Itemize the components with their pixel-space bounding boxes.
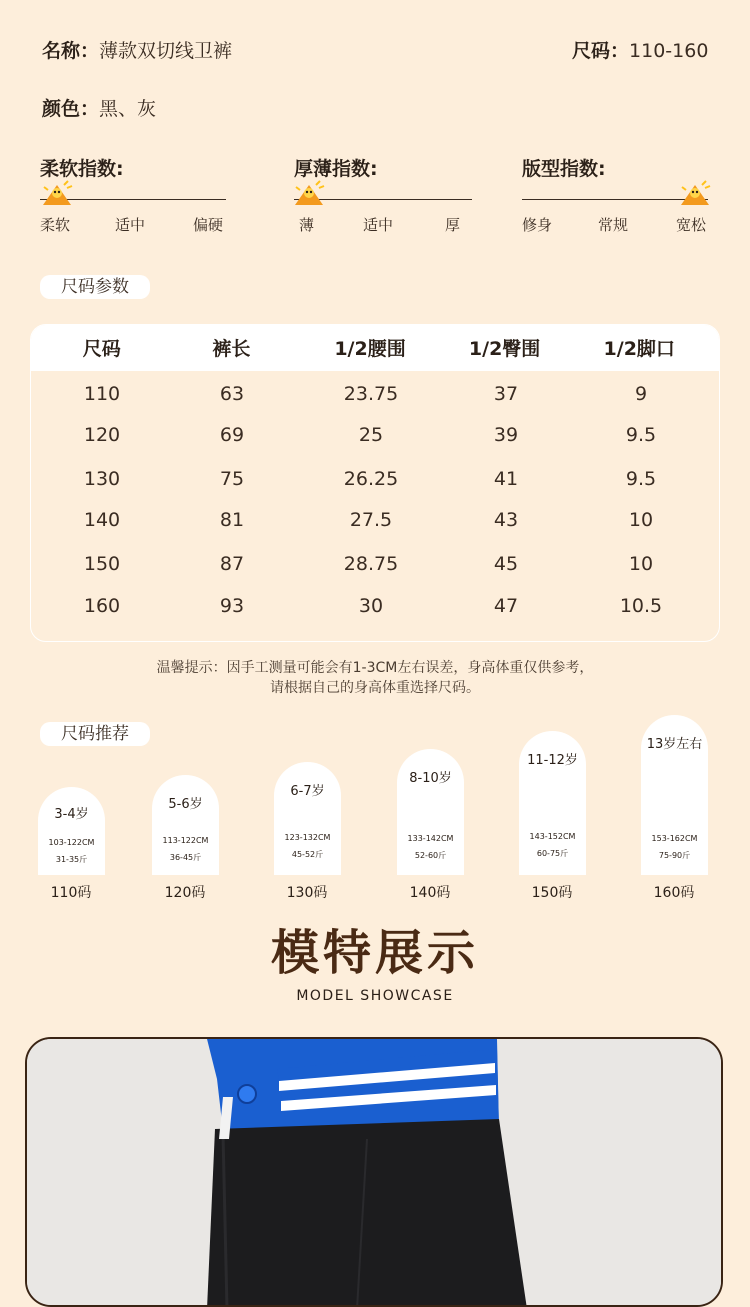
rating-title: 厚薄指数: (294, 158, 378, 180)
rating-label: 偏硬 (193, 216, 224, 234)
rating-label: 柔软 (40, 216, 71, 234)
size-value: 110-160 (629, 40, 709, 62)
table-cell: 10 (628, 509, 654, 531)
model-photo-illustration (27, 1039, 723, 1307)
size-table (30, 324, 720, 642)
rec-age: 3-4岁 (54, 807, 89, 822)
table-cell: 47 (493, 595, 519, 617)
color-label: 颜色： (42, 98, 100, 120)
rec-age: 13岁左右 (646, 737, 703, 752)
table-cell: 69 (219, 424, 245, 446)
table-cell: 23.75 (343, 383, 399, 405)
rec-age: 6-7岁 (290, 784, 325, 799)
rec-height: 153-162CM (651, 834, 698, 843)
rating-label: 修身 (522, 216, 553, 234)
size-rec-card (152, 775, 219, 875)
rating-label: 适中 (115, 216, 146, 234)
size-rec-card (274, 762, 341, 875)
table-row (31, 553, 720, 575)
table-cell: 10 (628, 553, 654, 575)
table-row (31, 468, 720, 490)
rec-size-label: 150码 (531, 885, 573, 901)
rec-height: 123-132CM (284, 833, 331, 842)
rating-thickness (294, 154, 378, 181)
model-photo (25, 1037, 723, 1307)
mascot-marker-icon (678, 179, 712, 209)
showcase-title: 模特展示 (270, 925, 479, 981)
column-header: 裤长 (212, 338, 251, 360)
table-cell: 37 (493, 383, 519, 405)
mascot-marker-icon (40, 179, 74, 209)
size-range-row (572, 36, 708, 63)
rating-label: 薄 (299, 216, 315, 234)
column-header: 1/2臀围 (468, 338, 541, 360)
table-cell: 41 (493, 468, 519, 490)
table-cell: 81 (219, 509, 245, 531)
size-label: 尺码： (572, 40, 630, 62)
table-cell: 87 (219, 553, 245, 575)
table-cell: 120 (83, 424, 121, 446)
rec-height: 133-142CM (407, 834, 454, 843)
rating-label: 厚 (445, 216, 461, 234)
table-cell: 43 (493, 509, 519, 531)
rating-label: 适中 (363, 216, 394, 234)
name-label: 名称： (42, 40, 100, 62)
rating-label: 常规 (598, 216, 629, 234)
rec-age: 11-12岁 (527, 753, 578, 768)
table-cell: 75 (219, 468, 245, 490)
table-cell: 93 (219, 595, 245, 617)
rating-title: 版型指数: (522, 158, 606, 180)
product-name-row (42, 36, 232, 63)
table-cell: 25 (358, 424, 384, 446)
table-cell: 9 (634, 383, 648, 405)
rec-size-label: 130码 (286, 885, 328, 901)
table-cell: 30 (358, 595, 384, 617)
table-cell: 140 (83, 509, 121, 531)
rec-height: 103-122CM (48, 838, 95, 847)
column-header: 尺码 (82, 338, 121, 360)
table-row (31, 595, 720, 617)
table-cell: 27.5 (349, 509, 393, 531)
table-cell: 63 (219, 383, 245, 405)
measurement-note-line1: 温馨提示：因手工测量可能会有1-3CM左右误差，身高体重仅供参考， (156, 660, 594, 676)
size-table-header (31, 325, 719, 371)
table-cell: 26.25 (343, 468, 399, 490)
rec-weight: 52-60斤 (414, 851, 447, 860)
table-row (31, 424, 720, 446)
size-rec-card (397, 749, 464, 875)
mascot-marker-icon (292, 179, 326, 209)
rec-height: 113-122CM (162, 836, 209, 845)
rec-weight: 75-90斤 (658, 851, 691, 860)
rec-size-label: 110码 (50, 885, 92, 901)
size-rec-title: 尺码推荐 (40, 722, 150, 746)
table-cell: 39 (493, 424, 519, 446)
table-cell: 9.5 (625, 424, 657, 446)
rec-weight: 31-35斤 (55, 855, 88, 864)
rec-weight: 60-75斤 (536, 849, 569, 858)
table-cell: 150 (83, 553, 121, 575)
showcase-subtitle: MODEL SHOWCASE (296, 988, 454, 1004)
rating-softness (40, 154, 124, 181)
size-rec-card (519, 731, 586, 875)
table-cell: 10.5 (619, 595, 663, 617)
rec-weight: 36-45斤 (169, 853, 202, 862)
table-cell: 130 (83, 468, 121, 490)
table-cell: 110 (83, 383, 121, 405)
rec-size-label: 120码 (164, 885, 206, 901)
size-rec-card (38, 787, 105, 875)
size-rec-card (641, 715, 708, 875)
column-header: 1/2脚口 (603, 338, 675, 360)
rec-size-label: 140码 (409, 885, 451, 901)
size-params-title: 尺码参数 (40, 275, 150, 299)
table-row (31, 383, 720, 405)
name-value: 薄款双切线卫裤 (99, 40, 233, 62)
rating-title: 柔软指数: (40, 158, 124, 180)
color-value: 黑、灰 (99, 98, 157, 120)
rating-fit (522, 154, 606, 181)
rating-label: 宽松 (676, 216, 707, 234)
color-row (42, 94, 156, 121)
table-cell: 9.5 (625, 468, 657, 490)
column-header: 1/2腰围 (334, 338, 406, 360)
rec-height: 143-152CM (529, 832, 576, 841)
table-cell: 28.75 (343, 553, 399, 575)
table-cell: 45 (493, 553, 519, 575)
rec-weight: 45-52斤 (291, 850, 324, 859)
measurement-note-line2: 请根据自己的身高体重选择尺码。 (270, 680, 480, 696)
table-row (31, 509, 720, 531)
rec-age: 8-10岁 (409, 771, 452, 786)
rec-size-label: 160码 (653, 885, 695, 901)
rec-age: 5-6岁 (168, 797, 203, 812)
table-cell: 160 (83, 595, 121, 617)
